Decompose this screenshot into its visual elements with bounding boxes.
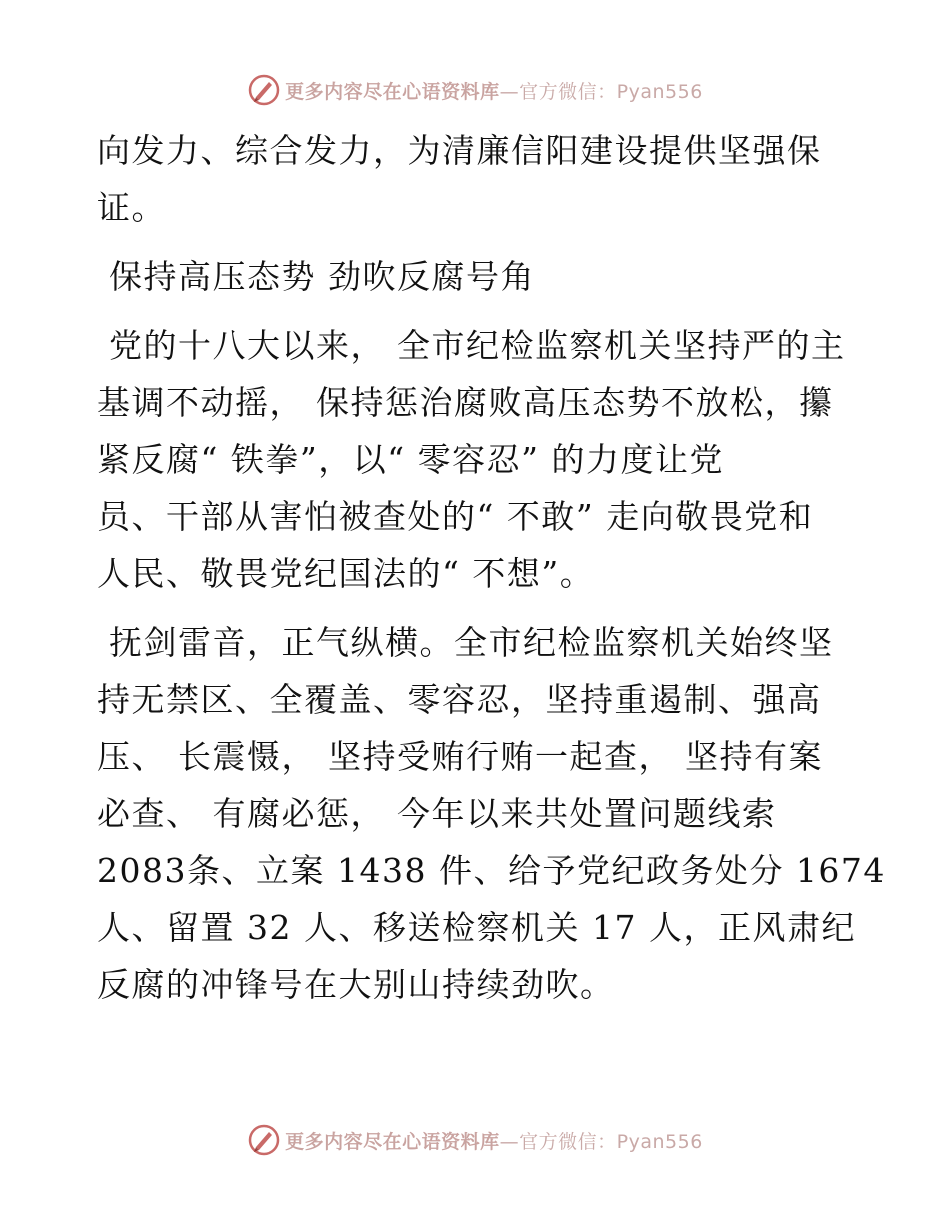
- text-line: 党的十八大以来， 全市纪检监察机关坚持严的主: [97, 326, 846, 365]
- watermark-text: 更多内容尽在心语资料库—官方微信：Pyan556: [285, 1130, 703, 1153]
- header-watermark: [0, 70, 950, 110]
- paragraph-intro: [97, 122, 857, 236]
- watermark-text: 更多内容尽在心语资料库—官方微信：Pyan556: [285, 80, 703, 103]
- pen-logo-icon: [247, 73, 281, 107]
- paragraph-statistics: [97, 614, 886, 1013]
- text-line: 人民、敬畏党纪国法的“ 不想”。: [97, 554, 595, 593]
- text-line: 持无禁区、全覆盖、零容忍，坚持重遏制、强高: [97, 680, 822, 719]
- text-line: 证。: [97, 188, 166, 227]
- text-line: 员、干部从害怕被查处的“ 不敢” 走向敬畏党和: [97, 497, 814, 536]
- text-line: 必查、 有腐必惩， 今年以来共处置问题线索: [97, 794, 777, 833]
- pen-logo-icon: [247, 1123, 281, 1157]
- text-line: 向发力、综合发力，为清廉信阳建设提供坚强保: [97, 131, 822, 170]
- footer-watermark: [0, 1120, 950, 1160]
- text-line: 反腐的冲锋号在大别山持续劲吹。: [97, 965, 615, 1004]
- text-line: 紧反腐“ 铁拳”，以“ 零容忍” 的力度让党: [97, 440, 724, 479]
- text-line: 人、留置 32 人、移送检察机关 17 人，正风肃纪: [97, 908, 856, 947]
- text-line: 压、 长震慑， 坚持受贿行贿一起查， 坚持有案: [97, 737, 823, 776]
- heading-text: 保持高压态势 劲吹反腐号角: [97, 257, 535, 296]
- text-line: 抚剑雷音，正气纵横。全市纪检监察机关始终坚: [97, 623, 834, 662]
- paragraph-pressure: [97, 317, 857, 602]
- document-body: [97, 122, 886, 1025]
- text-line: 基调不动摇， 保持惩治腐败高压态势不放松，攥: [97, 383, 834, 422]
- text-line: 2083条、立案 1438 件、给予党纪政务处分 1674: [97, 851, 886, 890]
- section-heading: [97, 248, 857, 305]
